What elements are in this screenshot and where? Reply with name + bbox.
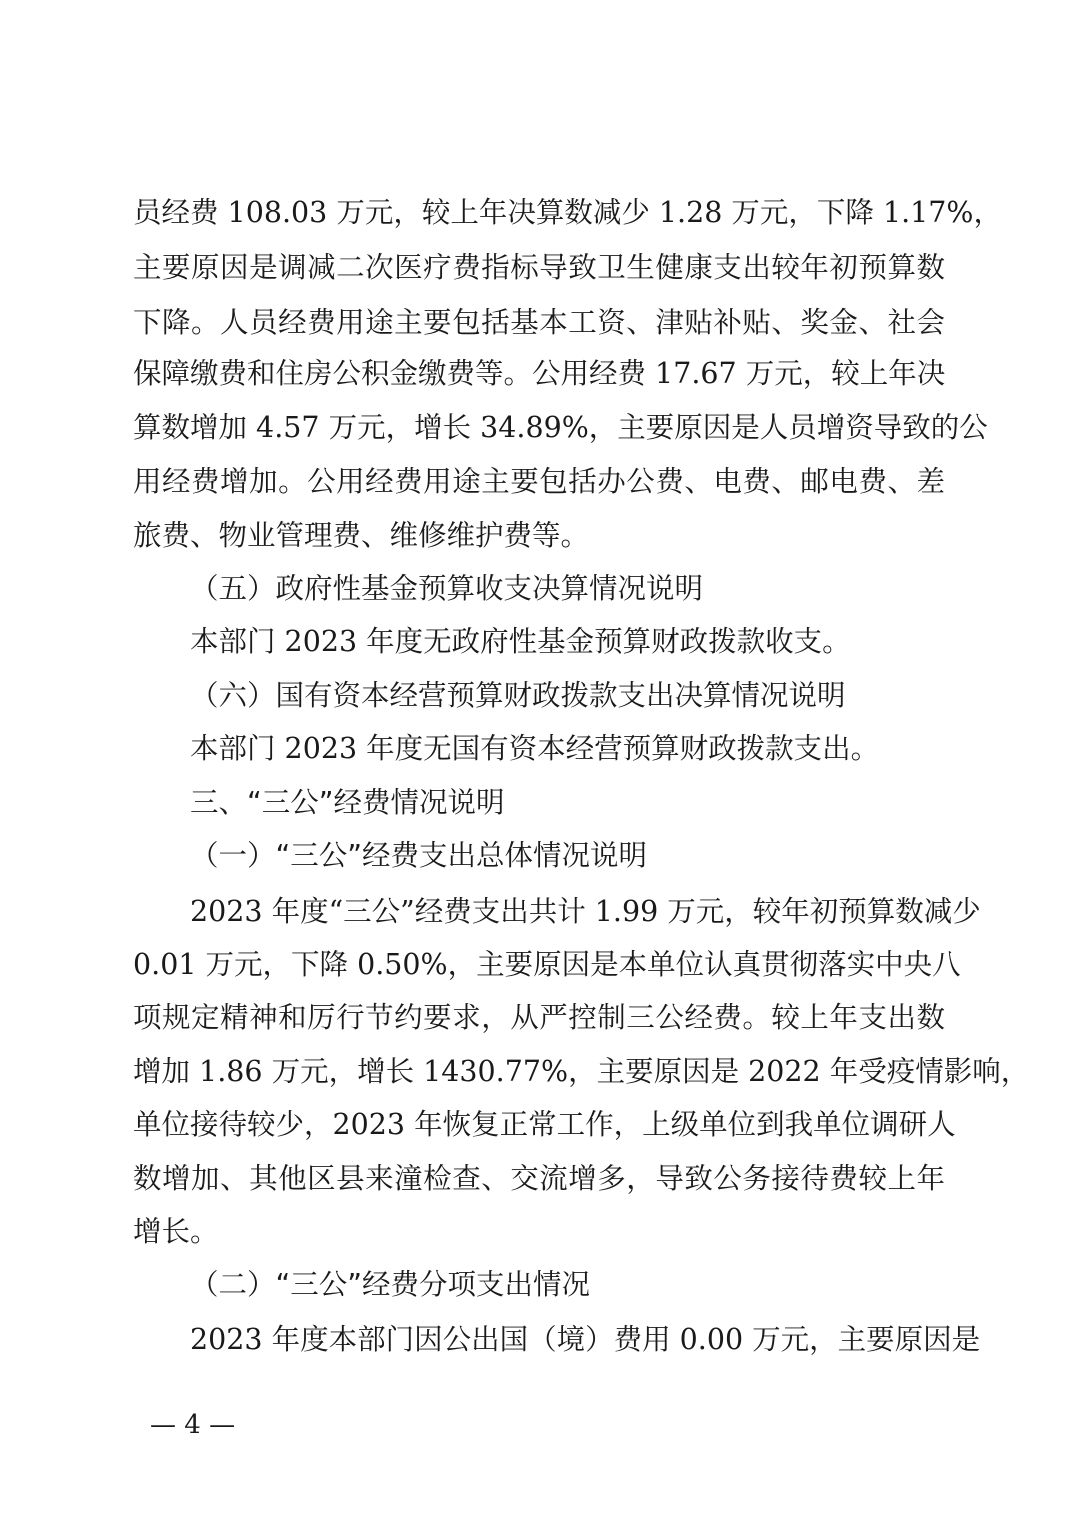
subsection-heading-2: （二）“三公”经费分项支出情况	[190, 1268, 591, 1301]
page-number: — 4 —	[150, 1410, 236, 1440]
body-text-line: 2023 年度本部门因公出国（境）费用 0.00 万元，主要原因是	[190, 1323, 981, 1356]
body-text-line: 数增加、其他区县来潼检查、交流增多，导致公务接待费较上年	[133, 1162, 945, 1195]
body-text-line: 增长。	[133, 1215, 219, 1248]
subsection-heading-1: （一）“三公”经费支出总体情况说明	[190, 839, 648, 872]
section-heading-5: （五）政府性基金预算收支决算情况说明	[190, 572, 704, 605]
body-text-line: 旅费、物业管理费、维修维护费等。	[133, 519, 590, 552]
body-text-line: 增加 1.86 万元，增长 1430.77%，主要原因是 2022 年受疫情影响，	[133, 1055, 1030, 1088]
body-text-line: 单位接待较少，2023 年恢复正常工作，上级单位到我单位调研人	[133, 1108, 956, 1141]
body-text-line: 本部门 2023 年度无政府性基金预算财政拨款收支。	[190, 625, 851, 658]
body-text-line: 算数增加 4.57 万元，增长 34.89%，主要原因是人员增资导致的公	[133, 411, 988, 444]
body-text-line: 本部门 2023 年度无国有资本经营预算财政拨款支出。	[190, 732, 880, 765]
body-text-line: 2023 年度“三公”经费支出共计 1.99 万元，较年初预算数减少	[190, 895, 981, 928]
body-text-line: 员经费 108.03 万元，较上年决算数减少 1.28 万元，下降 1.17%，	[133, 196, 1003, 229]
body-text-line: 用经费增加。公用经费用途主要包括办公费、电费、邮电费、差	[133, 465, 945, 498]
section-heading-3: 三、“三公”经费情况说明	[190, 786, 505, 819]
body-text-line: 保障缴费和住房公积金缴费等。公用经费 17.67 万元，较上年决	[133, 357, 946, 390]
body-text-line: 0.01 万元，下降 0.50%，主要原因是本单位认真贯彻落实中央八	[133, 948, 961, 981]
body-text-line: 下降。人员经费用途主要包括基本工资、津贴补贴、奖金、社会	[133, 306, 945, 339]
body-text-line: 主要原因是调减二次医疗费指标导致卫生健康支出较年初预算数	[133, 251, 945, 284]
body-text-line: 项规定精神和厉行节约要求，从严控制三公经费。较上年支出数	[133, 1001, 945, 1034]
section-heading-6: （六）国有资本经营预算财政拨款支出决算情况说明	[190, 679, 846, 712]
